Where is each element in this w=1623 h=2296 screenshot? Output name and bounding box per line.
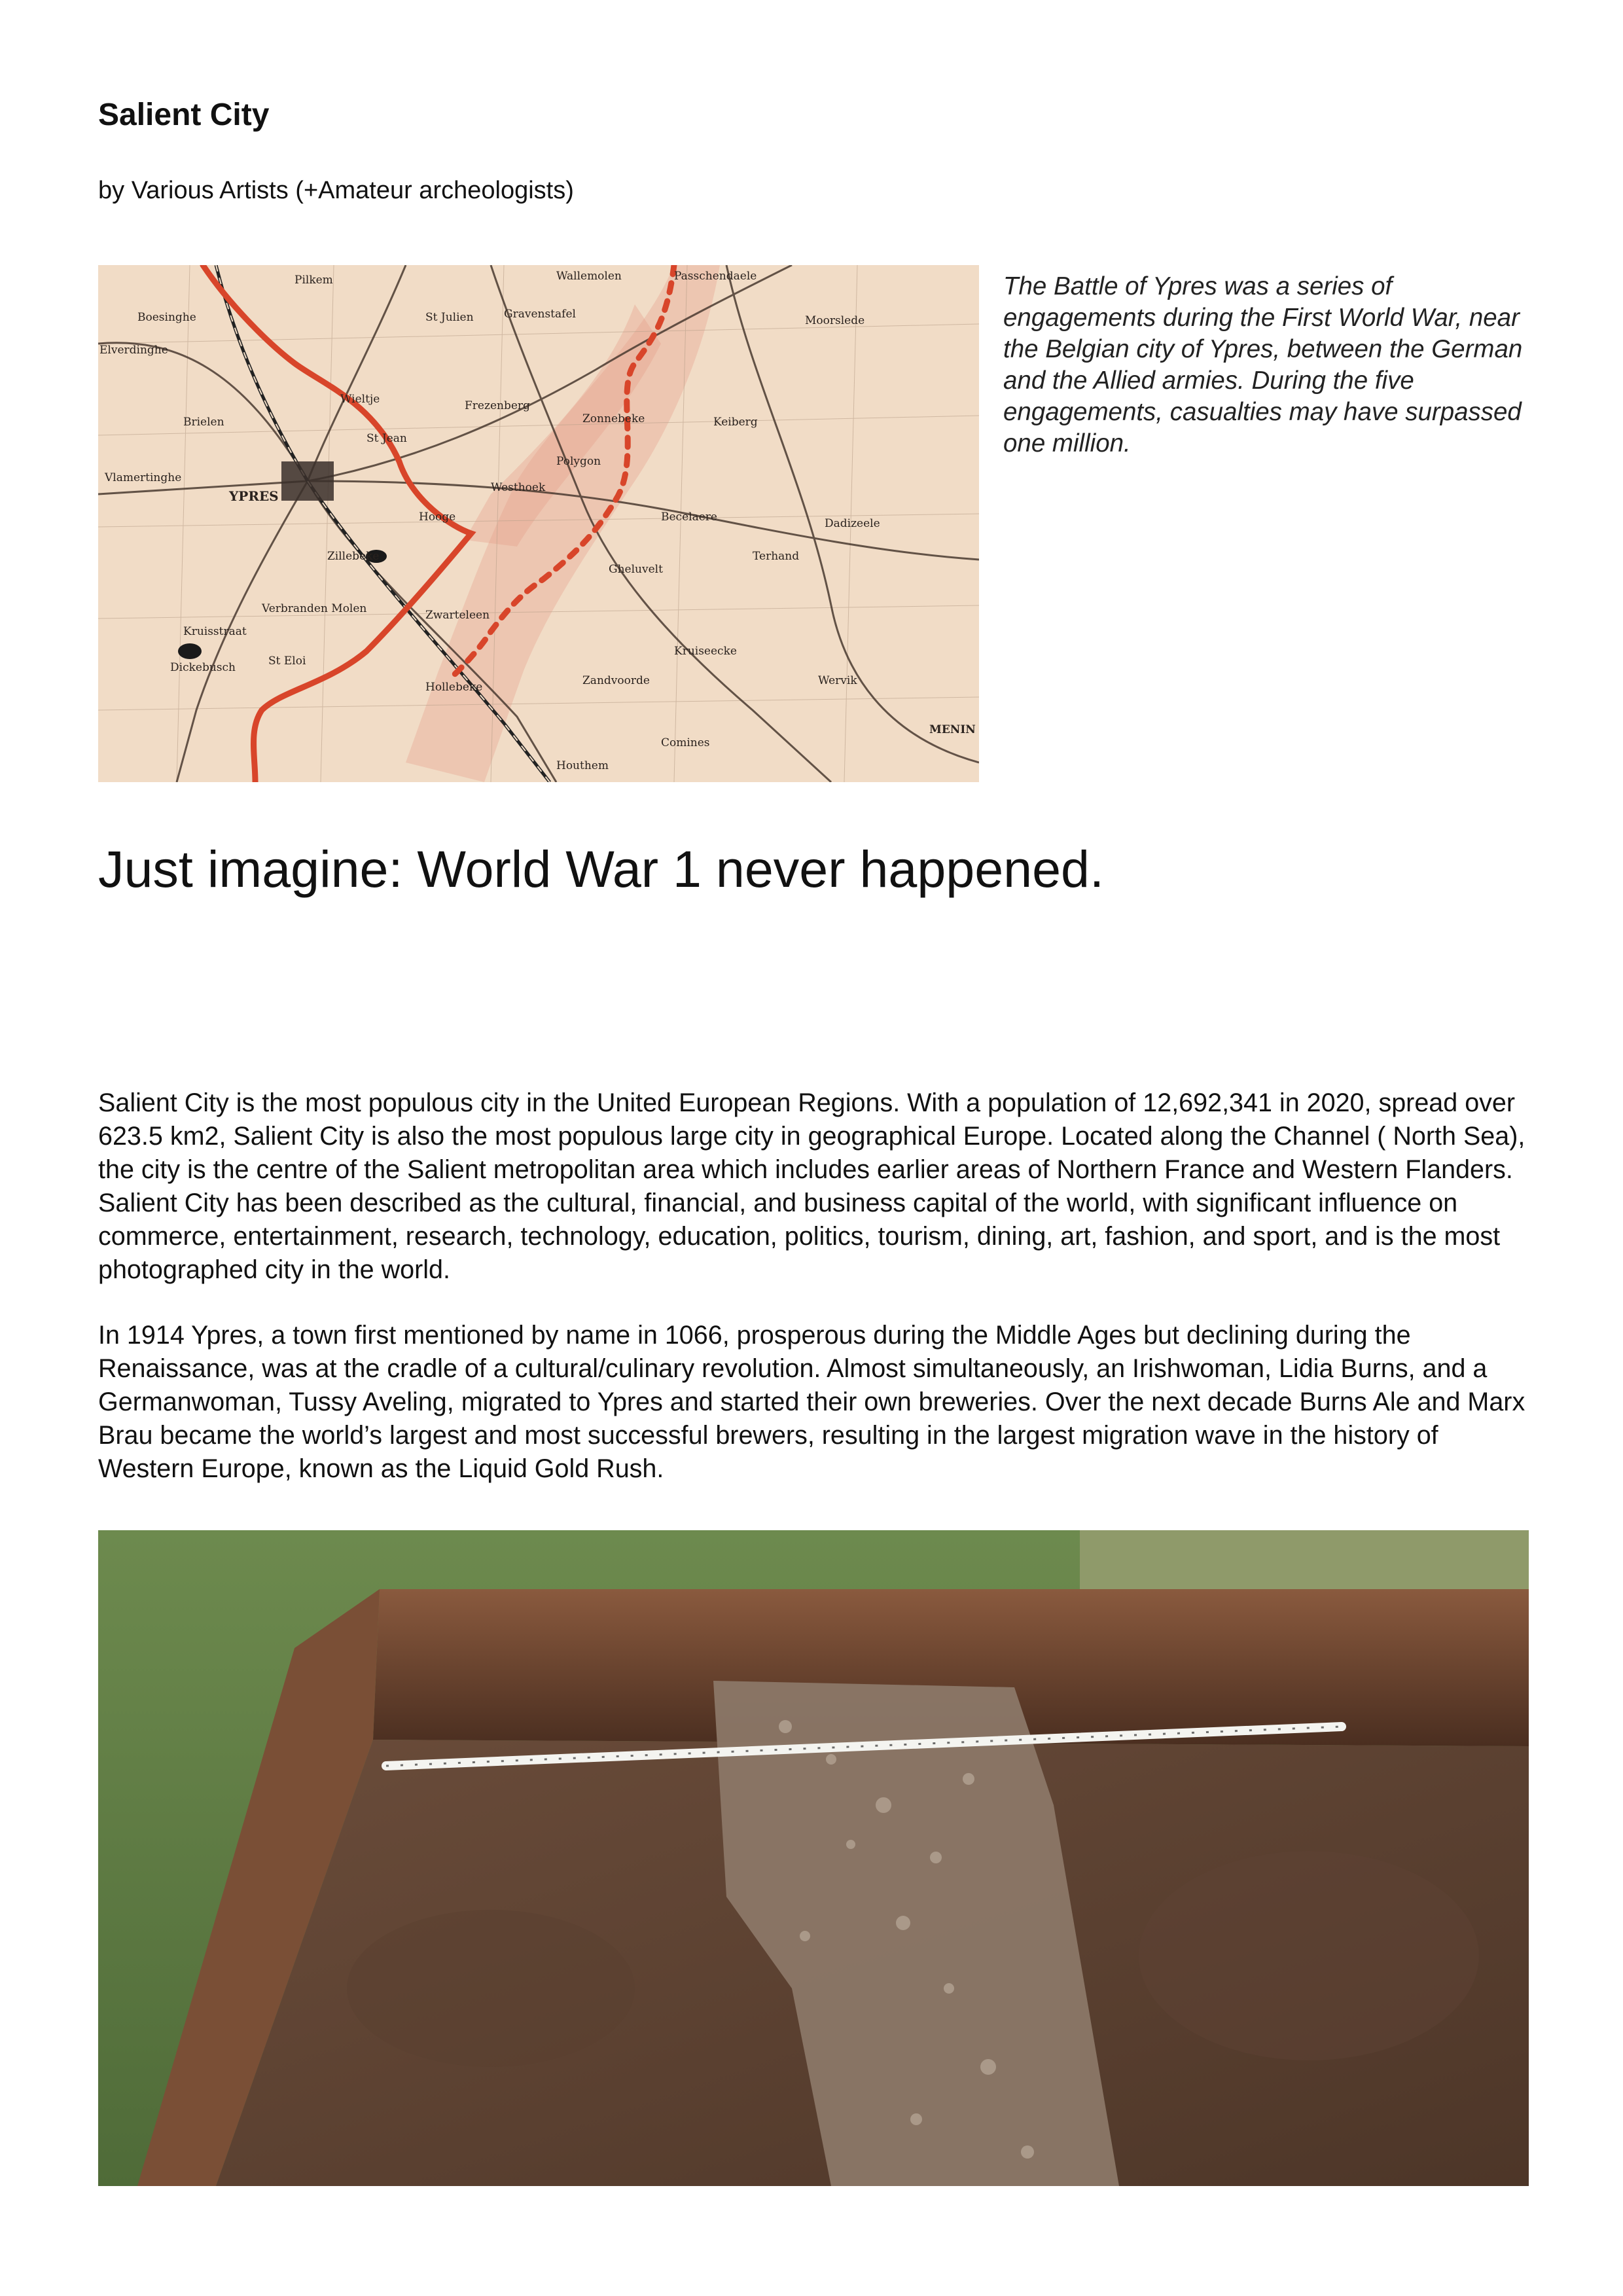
body-paragraph-1: Salient City is the most populous city in the United European Regions. With a population of 12,692,341 in 2020, spread over 623.5 km2, Salient City is also the most populous large city in geographical Europe. Located along the Channel ( North Sea), the city is the centre of the Salient metropolitan area which includes earlier areas of Northern France and Western Flanders. Salient City has been described as the cultural, financial, and business capital of the world, with significant influence on commerce, entertainment, research, technology, education, politics, tourism, dining, art, fashion, and sport, and is the most photographed city in the world. bbox=[98, 1088, 1525, 1284]
map-label: Zandvoorde bbox=[582, 674, 650, 687]
map-label: Pilkem bbox=[294, 274, 333, 287]
map-label: MENIN bbox=[929, 723, 976, 736]
map-label: Terhand bbox=[753, 550, 800, 563]
map-label: Becelaere bbox=[661, 511, 717, 524]
map-label: Gravenstafel bbox=[504, 308, 576, 321]
page-title: Salient City bbox=[98, 98, 270, 132]
map-label: Gheluvelt bbox=[609, 563, 663, 576]
map-label: Zillebeke bbox=[327, 550, 380, 563]
map-label: Wervik bbox=[818, 674, 857, 687]
body-paragraph-2: In 1914 Ypres, a town first mentioned by name in 1066, prosperous during the Middle Ages but declining during the Renaissance, was at the cradle of a cultural/culinary revolution. Almost simultaneously, an Irishwoman, Lidia Burns, and a Germanwoman, Tussy Aveling, migrated to Ypres and started their own breweries. Over the next decade Burns Ale and Marx Brau became the world’s largest and most successful brewers, resulting in the largest migration wave in the history of Western Europe, known as the Liquid Gold Rush. bbox=[98, 1321, 1525, 1483]
map-label: YPRES bbox=[229, 488, 279, 504]
map-label: Hollebeke bbox=[425, 681, 483, 694]
map-label: Wieltje bbox=[340, 393, 380, 406]
map-label: Westhoek bbox=[491, 481, 546, 494]
map-label: Houthem bbox=[556, 759, 609, 772]
map-label: Passchendaele bbox=[674, 270, 757, 283]
map-label: Kruisstraat bbox=[183, 625, 247, 638]
map-label: St Eloi bbox=[268, 655, 306, 668]
map-label: Moorslede bbox=[805, 314, 865, 327]
map-label: Dickebusch bbox=[170, 661, 236, 674]
map-label: Polygon bbox=[556, 455, 601, 468]
map-label: Keiberg bbox=[713, 416, 758, 429]
map-label: Zonnebeke bbox=[582, 412, 645, 425]
historic-map-image bbox=[98, 265, 979, 782]
map-label: Vlamertinghe bbox=[105, 471, 182, 484]
map-caption: The Battle of Ypres was a series of engagements during the First World War, near the Belgian city of Ypres, between the German and the Allied armies. During the five engagements, casualties may have surpassed one million. bbox=[1003, 272, 1523, 457]
map-label: St Julien bbox=[425, 311, 474, 324]
map-label: Wallemolen bbox=[556, 270, 622, 283]
map-label: Kruiseecke bbox=[674, 645, 737, 658]
excavation-photo bbox=[98, 1530, 1529, 2186]
map-label: Hooge bbox=[419, 511, 456, 524]
map-label: St Jean bbox=[366, 432, 407, 445]
map-label: Comines bbox=[661, 736, 710, 749]
map-label: Boesinghe bbox=[137, 311, 196, 324]
map-label: Brielen bbox=[183, 416, 224, 429]
map-label: Dadizeele bbox=[825, 517, 880, 530]
map-label: Elverdinghe bbox=[99, 344, 168, 357]
byline: by Various Artists (+Amateur archeologists) bbox=[98, 177, 574, 204]
map-label: Zwarteleen bbox=[425, 609, 490, 622]
map-label: Verbranden Molen bbox=[262, 602, 367, 615]
map-label: Frezenberg bbox=[465, 399, 530, 412]
headline: Just imagine: World War 1 never happened. bbox=[98, 840, 1104, 898]
